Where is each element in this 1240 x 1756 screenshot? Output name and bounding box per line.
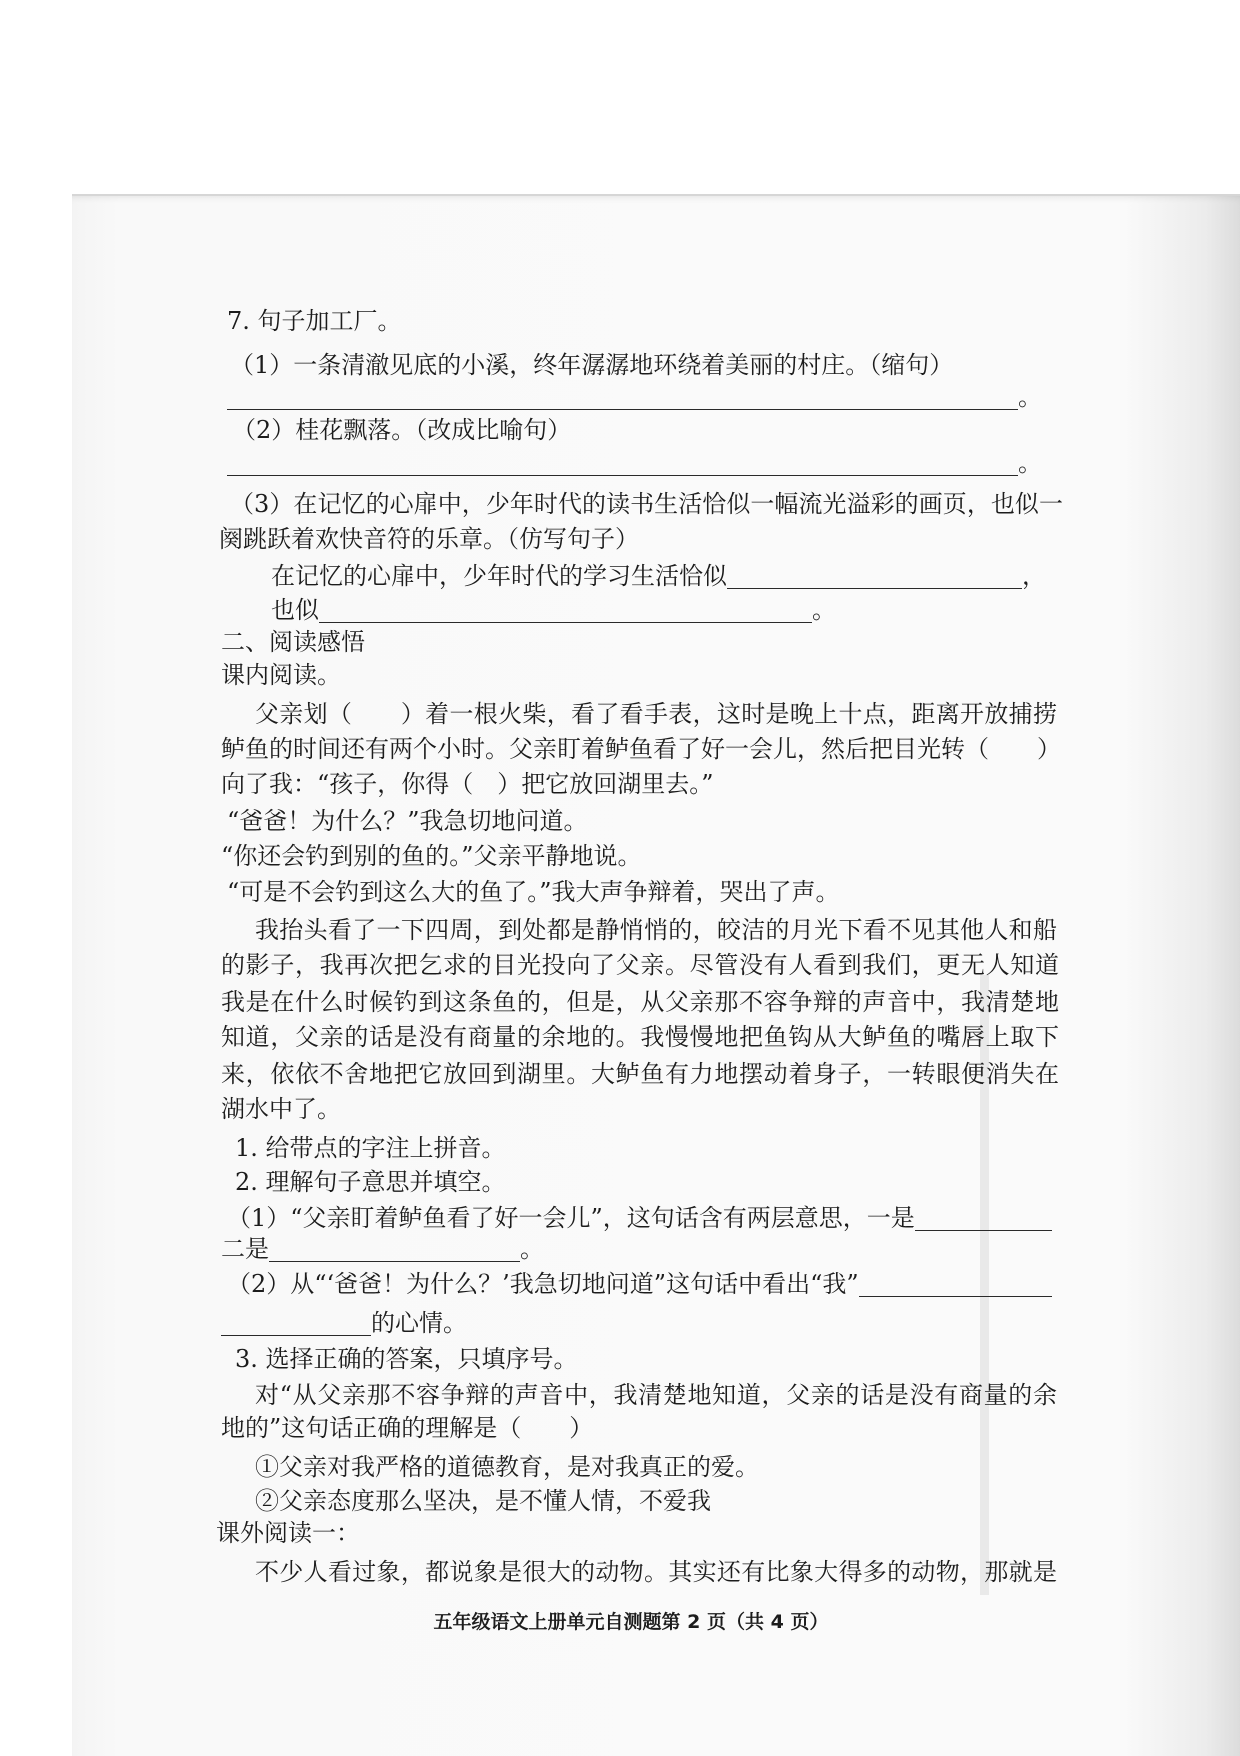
extra-reading-label: 课外阅读一：: [216, 1519, 360, 1547]
passage-line: 向了我：“孩子，你得（ ）把它放回湖里去。”: [221, 770, 714, 798]
passage-line: 鲈鱼的时间还有两个小时。父亲盯着鲈鱼看了好一会儿，然后把目光转（ ）: [221, 735, 1061, 763]
section-title: 二、阅读感悟: [221, 628, 365, 656]
question-text: 二是: [221, 1235, 269, 1263]
fill-line-text: 在记忆的心扉中，少年时代的学习生活恰似: [271, 562, 727, 590]
exercise-7-q2-answer-line: [227, 446, 1042, 480]
question-3-stem-line1: 对“从父亲那不容争辩的声音中，我清楚地知道，父亲的话是没有商量的余: [255, 1381, 1057, 1409]
exercise-7-q3-fill-line2: [271, 593, 836, 627]
passage-line: 父亲划（ ）着一根火柴，看了看手表，这时是晚上十点，距离开放捕捞: [255, 700, 1057, 728]
in-class-reading-label: 课内阅读。: [221, 661, 341, 689]
answer-blank: [227, 449, 1018, 476]
question-2-sub1-second: [221, 1232, 544, 1266]
question-1: 1. 给带点的字注上拼音。: [235, 1134, 506, 1162]
answer-blank: [227, 383, 1018, 410]
passage-line: 知道，父亲的话是没有商量的余地的。我慢慢地把鱼钩从大鲈鱼的嘴唇上取下: [221, 1023, 1059, 1051]
answer-blank: [221, 1309, 371, 1336]
question-3-title: 3. 选择正确的答案，只填序号。: [235, 1345, 578, 1373]
question-text: （2）从“‘爸爸！为什么？’我急切地问道”这句话中看出“我”: [227, 1270, 859, 1298]
exercise-7-q3-prompt-line2: 阕跳跃着欢快音符的乐章。（仿写句子）: [219, 525, 639, 553]
passage-line: “爸爸！为什么？”我急切地问道。: [227, 807, 588, 835]
answer-blank: [319, 596, 812, 623]
fill-line-text: 也似: [271, 596, 319, 624]
question-text: 的心情。: [371, 1309, 467, 1337]
answer-blank: [269, 1235, 520, 1262]
passage-line: “可是不会钓到这么大的鱼了。”我大声争辩着，哭出了声。: [227, 878, 840, 906]
question-text: （1）“父亲盯着鲈鱼看了好一会儿”，这句话含有两层意思，一是: [227, 1204, 915, 1232]
extra-reading-line: 不少人看过象，都说象是很大的动物。其实还有比象大得多的动物，那就是: [255, 1558, 1057, 1586]
answer-end-mark: 。: [520, 1235, 544, 1263]
passage-line: 的影子，我再次把乞求的目光投向了父亲。尽管没有人看到我们，更无人知道: [221, 951, 1059, 979]
answer-end-mark: 。: [1018, 449, 1042, 477]
exercise-7-q1-answer-line: [227, 380, 1042, 414]
passage-line: 我抬头看了一下四周，到处都是静悄悄的，皎洁的月光下看不见其他人和船: [255, 916, 1057, 944]
question-2-title: 2. 理解句子意思并填空。: [235, 1168, 506, 1196]
question-3-option: ①父亲对我严格的道德教育，是对我真正的爱。: [255, 1453, 759, 1481]
answer-blank: [915, 1204, 1052, 1231]
question-2-sub1: [227, 1201, 1052, 1235]
passage-line: 湖水中了。: [221, 1095, 341, 1123]
passage-line: “你还会钓到别的鱼的。”父亲平静地说。: [221, 842, 642, 870]
fill-line-end: 。: [812, 596, 836, 624]
passage-line: 来，依依不舍地把它放回到湖里。大鲈鱼有力地摆动着身子，一转眼便消失在: [221, 1060, 1059, 1088]
answer-end-mark: 。: [1018, 383, 1042, 411]
fill-line-end: ，: [1022, 562, 1046, 590]
answer-blank: [859, 1270, 1052, 1297]
exercise-7-q3-fill-line1: [271, 559, 1046, 593]
page-footer: 五年级语文上册单元自测题第 2 页（共 4 页）: [433, 1611, 829, 1633]
passage-line: 我是在什么时候钓到这条鱼的，但是，从父亲那不容争辩的声音中，我清楚地: [221, 988, 1059, 1016]
question-3-option: ②父亲态度那么坚决，是不懂人情，不爱我: [255, 1487, 711, 1515]
exercise-7-q2-prompt: （2）桂花飘落。（改成比喻句）: [232, 416, 572, 444]
exercise-7-q3-prompt-line1: （3）在记忆的心扉中，少年时代的读书生活恰似一幅流光溢彩的画页，也似一: [230, 490, 1063, 518]
question-2-sub2-continued: [221, 1306, 467, 1340]
exercise-7-title: 7. 句子加工厂。: [227, 307, 402, 335]
question-2-sub2: [227, 1267, 1052, 1301]
answer-blank: [727, 562, 1022, 589]
question-3-stem-line2: 地的”这句话正确的理解是（ ）: [221, 1414, 594, 1442]
exercise-7-q1-prompt: （1）一条清澈见底的小溪，终年潺潺地环绕着美丽的村庄。（缩句）: [230, 351, 954, 379]
